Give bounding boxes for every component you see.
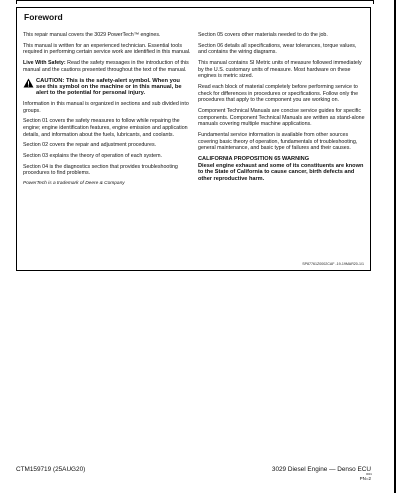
live-with-safety-text: Read the safety messages in the introduction of this manual and the cautions presented throughout the text of the manual. <box>23 60 189 73</box>
safety-alert-icon <box>23 78 34 88</box>
prop65-title: CALIFORNIA PROPOSITION 65 WARNING <box>198 156 310 163</box>
caution-text: CAUTION: This is the safety-alert symbol. When you see this symbol on the machine or in this manual, be alert to the potential for personal injury. <box>36 77 182 97</box>
paragraph-live-with-safety <box>23 60 191 73</box>
paragraph: Fundamental service information is available from other sources covering basic theory of operation, fundamentals of troubleshooting, general maintenance, and basic type of failures and their causes. <box>198 132 358 152</box>
footer-manual-id: CTM159719 (25AUG20) <box>16 466 86 473</box>
top-left-tick <box>16 0 17 4</box>
paragraph: Section 03 explains the theory of operation of each system. <box>23 153 162 160</box>
foreword-box <box>16 7 371 271</box>
paragraph: Section 06 details all specifications, wear tolerances, torque values, and contains the wiring diagrams. <box>198 42 357 56</box>
paragraph: Read each block of material completely before performing service to check for differences in procedures or specifications. Follow only the procedures that apply to the component you are working on. <box>198 84 359 104</box>
paragraph: This manual contains SI Metric units of measure followed immediately by the U.S. customary units of measure. Most hardware on these engines is metric sized. <box>198 60 362 80</box>
top-right-tick <box>373 0 374 4</box>
paragraph: Information in this manual is organized in sections and sub divided into groups. <box>23 100 189 114</box>
paragraph: Section 01 covers the safety measures to follow while repairing the engine; engine identification features, engine emission and application details, and information about the fuels, lubricants, and coolants. <box>23 118 188 138</box>
paragraph: This repair manual covers the 3029 PowerTech™ engines. <box>23 32 161 38</box>
page-number: PN=2 <box>359 476 371 481</box>
paragraph: Section 05 covers other materials needed to do the job. <box>198 32 328 38</box>
trademark-note: PowerTech is a trademark of Deere & Company <box>23 181 125 187</box>
left-column <box>23 32 191 188</box>
paragraph: Section 04 is the diagnostics section that provides troubleshooting procedures to find problems. <box>23 163 178 177</box>
right-column <box>198 32 366 182</box>
paragraph: This manual is written for an experienced technician. Essential tools required in performing certain service work are identified in this manual. <box>23 42 191 56</box>
paragraph: Component Technical Manuals are concise service guides for specific components. Component Technical Manuals are written as stand-alone manuals covering multiple machine applications. <box>198 108 365 128</box>
caution-block <box>23 78 191 97</box>
page-edge-bar <box>394 0 396 493</box>
top-rule <box>16 0 373 3</box>
prop65-body: Diesel engine exhaust and some of its constituents are known to the State of California to cause cancer, birth defects and other reproductive harm. <box>198 162 364 182</box>
footer-small-code: 0001 <box>366 473 372 476</box>
block-id-code: SP87761Z0002CAF -19-19MAR20-1/1 <box>302 262 364 266</box>
live-with-safety-label: Live With Safety: <box>23 60 66 67</box>
section-title: Foreword <box>24 12 63 22</box>
footer-manual-title: 3029 Diesel Engine — Denso ECU <box>271 466 371 473</box>
paragraph: Section 02 covers the repair and adjustment procedures. <box>23 142 157 149</box>
